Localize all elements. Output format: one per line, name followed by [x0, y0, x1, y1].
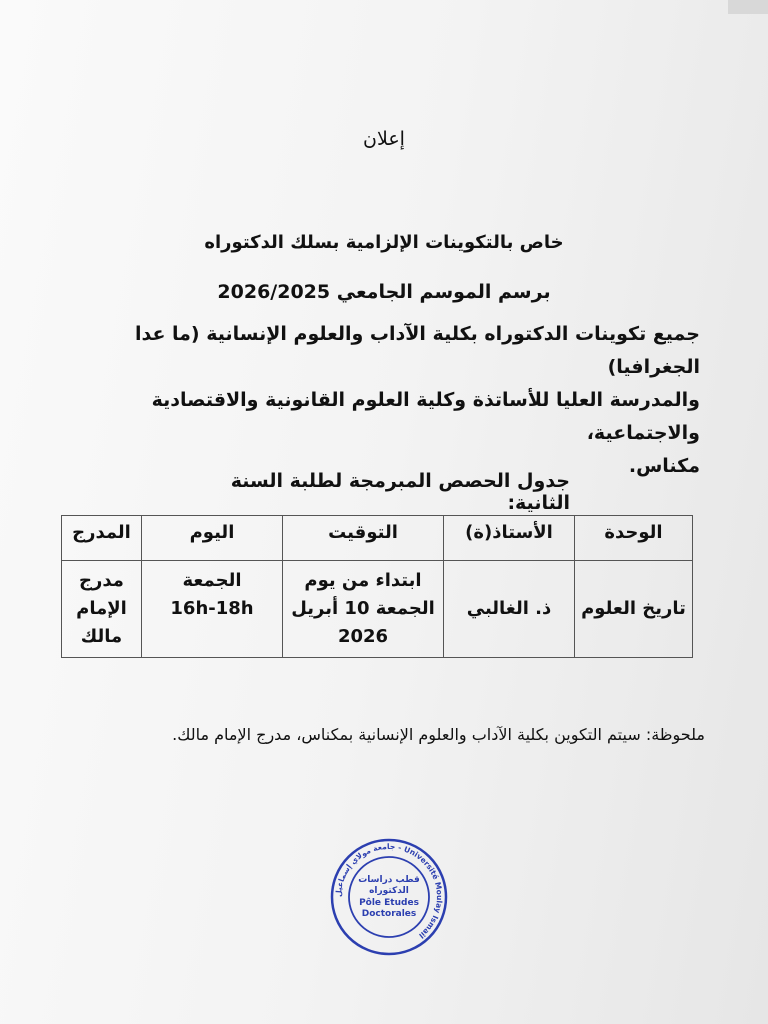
header-professor: الأستاذ(ة) [444, 516, 575, 561]
table-row [62, 561, 693, 658]
intro-line: جميع تكوينات الدكتوراه بكلية الآداب والعلوم الإنسانية (ما عدا الجغرافيا) [134, 323, 700, 378]
announcement-title: إعلان [363, 128, 405, 150]
academic-season: برسم الموسم الجامعي 2026/2025 [217, 281, 551, 303]
header-unit: الوحدة [575, 516, 693, 561]
cell-day-hours [142, 561, 283, 658]
header-timing: التوقيت [283, 516, 444, 561]
cell-day: الجمعة [182, 570, 242, 591]
intro-line: مكناس. [628, 455, 700, 477]
cell-timing: ابتداء من يوم الجمعة 10 أبريل 2026 [283, 561, 444, 658]
schedule-heading: جدول الحصص المبرمجة لطلبة السنة الثانية: [230, 470, 570, 514]
stamp-inner-ar-1: قطب دراسات [358, 875, 420, 885]
cell-unit: تاريخ العلوم [575, 561, 693, 658]
table-header-row [62, 516, 693, 561]
cell-professor: ذ. الغالبي [444, 561, 575, 658]
header-day: اليوم [142, 516, 283, 561]
intro-line: والمدرسة العليا للأساتذة وكلية العلوم القانونية والاقتصادية والاجتماعية، [151, 389, 700, 444]
page-corner [728, 0, 768, 14]
stamp-inner-fr-1: Pôle Etudes [359, 898, 419, 908]
header-hall: المدرج [62, 516, 142, 561]
announcement-subtitle: خاص بالتكوينات الإلزامية بسلك الدكتوراه [204, 232, 564, 253]
stamp-outer-text: جامعة مولاي إسماعيل - Université Moulay Ismail [333, 841, 445, 941]
cell-hall: مدرج الإمام مالك [62, 561, 142, 658]
intro-paragraph [100, 318, 700, 483]
stamp-inner-fr-2: Doctorales [361, 909, 417, 919]
stamp-inner-ring [349, 857, 429, 937]
official-stamp [330, 838, 448, 956]
schedule-table [61, 515, 693, 658]
footnote: ملحوظة: سيتم التكوين بكلية الآداب والعلوم الإنسانية بمكناس، مدرج الإمام مالك. [172, 725, 705, 744]
stamp-inner-ar-2: الدكتوراه [369, 886, 409, 896]
cell-hours: 16h-18h [170, 598, 254, 619]
